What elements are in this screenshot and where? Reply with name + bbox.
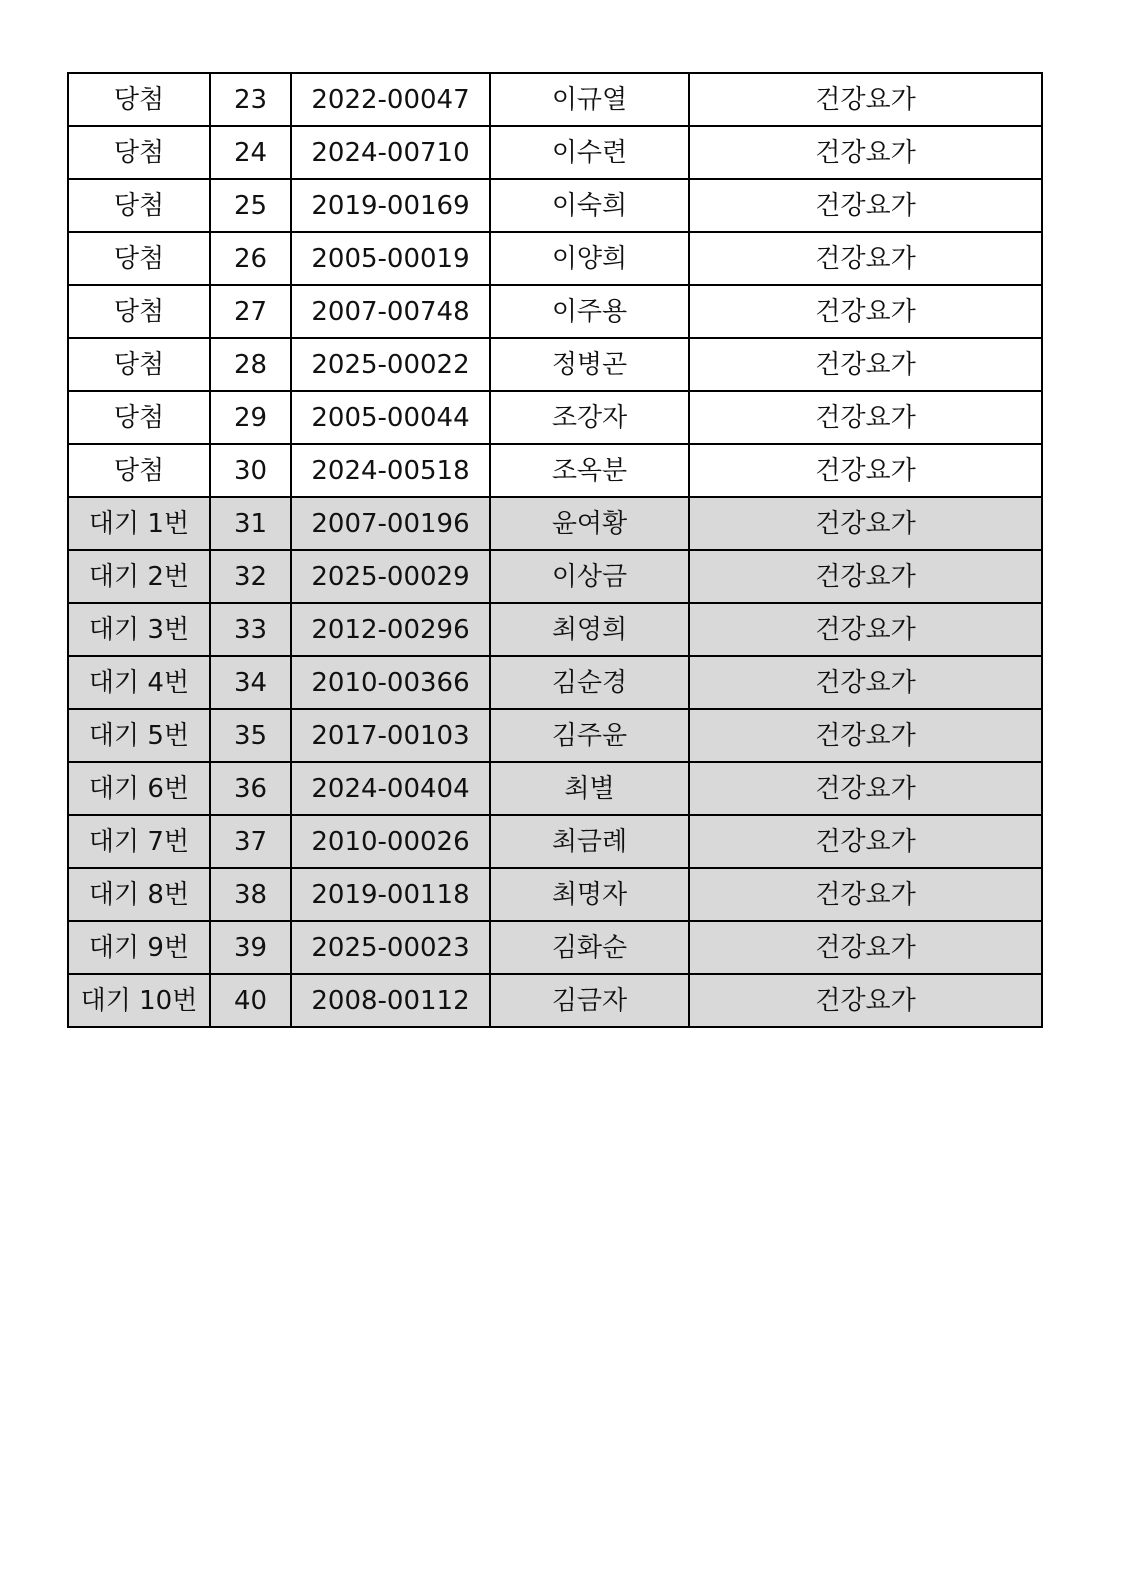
registration-id-cell: 2012-00296: [291, 603, 490, 656]
status-cell: 대기 10번: [68, 974, 210, 1027]
number-cell: 28: [210, 338, 291, 391]
number-cell: 23: [210, 73, 291, 126]
status-cell: 당첨: [68, 285, 210, 338]
class-cell: 건강요가: [689, 762, 1042, 815]
status-cell: 당첨: [68, 73, 210, 126]
name-cell: 이수련: [490, 126, 689, 179]
status-cell: 당첨: [68, 179, 210, 232]
name-cell: 최명자: [490, 868, 689, 921]
table-row: [68, 497, 1042, 550]
status-cell: 대기 1번: [68, 497, 210, 550]
registration-id-cell: 2025-00022: [291, 338, 490, 391]
number-cell: 30: [210, 444, 291, 497]
class-cell: 건강요가: [689, 550, 1042, 603]
name-cell: 조강자: [490, 391, 689, 444]
status-cell: 당첨: [68, 444, 210, 497]
registration-id-cell: 2024-00710: [291, 126, 490, 179]
number-cell: 40: [210, 974, 291, 1027]
class-cell: 건강요가: [689, 232, 1042, 285]
table-row: [68, 868, 1042, 921]
class-cell: 건강요가: [689, 974, 1042, 1027]
registration-id-cell: 2005-00044: [291, 391, 490, 444]
table-row: [68, 338, 1042, 391]
number-cell: 34: [210, 656, 291, 709]
table-row: [68, 974, 1042, 1027]
name-cell: 김주윤: [490, 709, 689, 762]
number-cell: 37: [210, 815, 291, 868]
class-cell: 건강요가: [689, 444, 1042, 497]
class-cell: 건강요가: [689, 868, 1042, 921]
number-cell: 36: [210, 762, 291, 815]
name-cell: 이상금: [490, 550, 689, 603]
name-cell: 김순경: [490, 656, 689, 709]
status-cell: 대기 4번: [68, 656, 210, 709]
table-row: [68, 126, 1042, 179]
class-cell: 건강요가: [689, 126, 1042, 179]
class-cell: 건강요가: [689, 603, 1042, 656]
table-row: [68, 709, 1042, 762]
status-cell: 대기 6번: [68, 762, 210, 815]
table-row: [68, 391, 1042, 444]
name-cell: 윤여황: [490, 497, 689, 550]
table-row: [68, 179, 1042, 232]
number-cell: 24: [210, 126, 291, 179]
status-cell: 당첨: [68, 126, 210, 179]
registration-id-cell: 2019-00169: [291, 179, 490, 232]
name-cell: 이규열: [490, 73, 689, 126]
name-cell: 이숙희: [490, 179, 689, 232]
class-cell: 건강요가: [689, 179, 1042, 232]
name-cell: 이주용: [490, 285, 689, 338]
name-cell: 조옥분: [490, 444, 689, 497]
name-cell: 최영희: [490, 603, 689, 656]
registration-id-cell: 2005-00019: [291, 232, 490, 285]
number-cell: 38: [210, 868, 291, 921]
name-cell: 정병곤: [490, 338, 689, 391]
number-cell: 27: [210, 285, 291, 338]
class-cell: 건강요가: [689, 815, 1042, 868]
table-row: [68, 232, 1042, 285]
registration-id-cell: 2024-00404: [291, 762, 490, 815]
registration-id-cell: 2024-00518: [291, 444, 490, 497]
name-cell: 최금례: [490, 815, 689, 868]
status-cell: 대기 5번: [68, 709, 210, 762]
table-row: [68, 444, 1042, 497]
status-cell: 당첨: [68, 232, 210, 285]
status-cell: 대기 9번: [68, 921, 210, 974]
registration-id-cell: 2007-00196: [291, 497, 490, 550]
registration-id-cell: 2008-00112: [291, 974, 490, 1027]
number-cell: 26: [210, 232, 291, 285]
status-cell: 대기 7번: [68, 815, 210, 868]
class-cell: 건강요가: [689, 338, 1042, 391]
class-cell: 건강요가: [689, 285, 1042, 338]
class-cell: 건강요가: [689, 656, 1042, 709]
class-cell: 건강요가: [689, 497, 1042, 550]
class-cell: 건강요가: [689, 921, 1042, 974]
number-cell: 32: [210, 550, 291, 603]
registration-id-cell: 2010-00366: [291, 656, 490, 709]
number-cell: 31: [210, 497, 291, 550]
table-row: [68, 73, 1042, 126]
registration-id-cell: 2010-00026: [291, 815, 490, 868]
table-row: [68, 815, 1042, 868]
table-row: [68, 603, 1042, 656]
status-cell: 당첨: [68, 338, 210, 391]
registration-id-cell: 2007-00748: [291, 285, 490, 338]
name-cell: 최별: [490, 762, 689, 815]
registration-id-cell: 2022-00047: [291, 73, 490, 126]
number-cell: 35: [210, 709, 291, 762]
name-cell: 김금자: [490, 974, 689, 1027]
status-cell: 당첨: [68, 391, 210, 444]
class-cell: 건강요가: [689, 73, 1042, 126]
lottery-results-table: [67, 72, 1043, 1028]
status-cell: 대기 8번: [68, 868, 210, 921]
name-cell: 김화순: [490, 921, 689, 974]
registration-id-cell: 2025-00023: [291, 921, 490, 974]
table-body: [68, 73, 1042, 1027]
class-cell: 건강요가: [689, 709, 1042, 762]
number-cell: 39: [210, 921, 291, 974]
table-row: [68, 762, 1042, 815]
class-cell: 건강요가: [689, 391, 1042, 444]
table-row: [68, 285, 1042, 338]
number-cell: 29: [210, 391, 291, 444]
registration-id-cell: 2017-00103: [291, 709, 490, 762]
status-cell: 대기 3번: [68, 603, 210, 656]
number-cell: 25: [210, 179, 291, 232]
registration-id-cell: 2019-00118: [291, 868, 490, 921]
table-row: [68, 921, 1042, 974]
status-cell: 대기 2번: [68, 550, 210, 603]
registration-id-cell: 2025-00029: [291, 550, 490, 603]
number-cell: 33: [210, 603, 291, 656]
table-row: [68, 656, 1042, 709]
table-row: [68, 550, 1042, 603]
name-cell: 이양희: [490, 232, 689, 285]
